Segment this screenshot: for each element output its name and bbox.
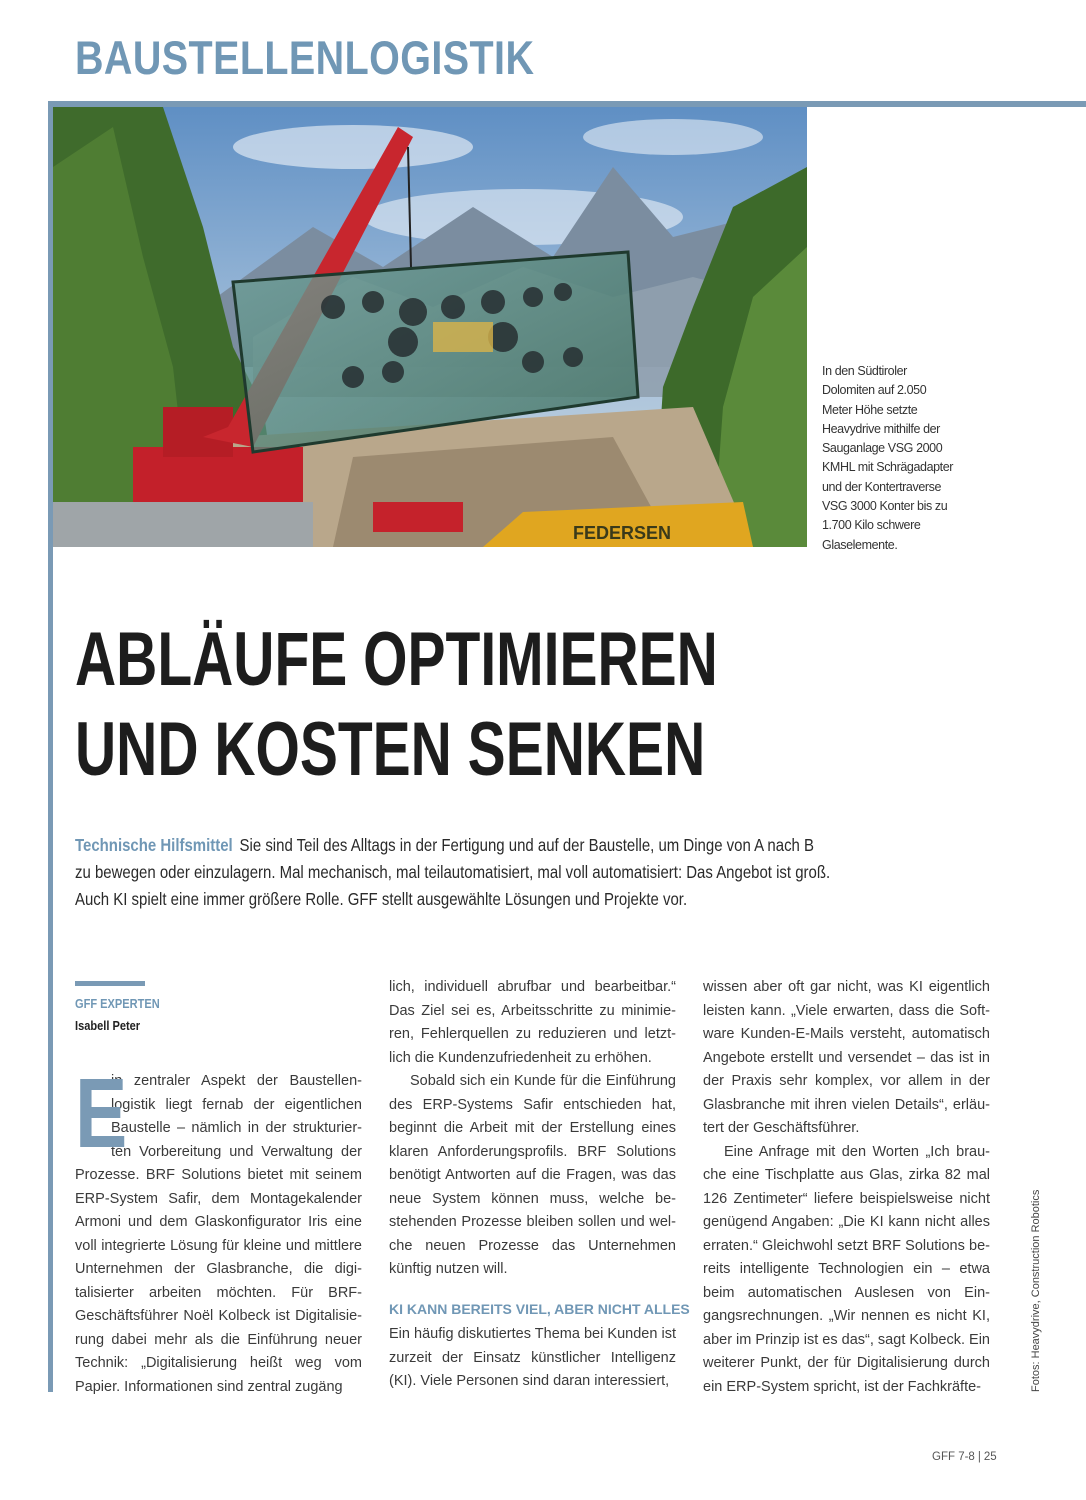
author-label: GFF EXPERTEN xyxy=(75,996,160,1011)
machine-label: FEDERSEN xyxy=(573,523,672,543)
lead-text-3: Auch KI spielt eine immer größere Rolle. GFF stellt ausgewählte Lösungen und Projekte vor. xyxy=(75,889,688,909)
photo-credit: Fotos: Heavydrive, Construction Robotics xyxy=(1030,1189,1042,1392)
body-paragraph: lich, individuell abrufbar und bearbeitbar.“ Das Ziel sei es, Arbeitsschritte zu minimieren, Fehlerquellen zu reduzieren und letztlich die Kundenzufriedenheit zu erhöhen. xyxy=(389,979,676,1066)
lead-text-2: zu bewegen oder einzulagern. Mal mechanisch, mal teilautomatisiert, mal voll automatisiert: Das Angebot ist groß. xyxy=(75,862,831,882)
issue-label: GFF 7-8 xyxy=(932,1451,975,1463)
page-footer: GFF 7-8 | 25 xyxy=(932,1451,997,1463)
lead-paragraph xyxy=(75,832,930,913)
headline xyxy=(75,615,718,795)
photo-caption: In den Südtiroler Dolomiten auf 2.050 Meter Höhe setzte Heavydrive mithilfe der Sauganlage VSG 2000 KMHL mit Schrägadapter und der Kontertraverse VSG 3000 Konter bis zu 1.700 Kilo schwere Glaselemente. xyxy=(822,364,954,552)
body-paragraph: Sobald sich ein Kunde für die Einführung des ERP-Systems Safir entschieden hat, beginnt die Arbeit mit der Erstellung eines klaren Anforderungsprofils. BRF Solutions benötigt Antworten auf die Fragen, was das neue System können muss, welche bestehenden Prozesse bleiben sollen und welche neuen Prozesse das Unternehmen künftig nutzen will. xyxy=(389,1073,676,1277)
body-column-1 xyxy=(75,1058,362,1399)
author-name: Isabell Peter xyxy=(75,1018,141,1033)
page-number: 25 xyxy=(983,1451,997,1463)
author-rule xyxy=(75,981,145,986)
lead-text-1: Sie sind Teil des Alltags in der Fertigung und auf der Baustelle, um Dinge von A nach B xyxy=(239,835,815,855)
section-title: BAUSTELLENLOGISTIK xyxy=(75,31,535,84)
body-paragraph: Ein häufig diskutiertes Thema bei Kunden ist zurzeit der Einsatz künstlicher Intelligenz (KI). Viele Personen sind daran interessiert, xyxy=(389,1326,676,1389)
subheading: KI KANN BEREITS VIEL, ABER NICHT ALLES xyxy=(389,1300,690,1317)
body-column-3 xyxy=(703,976,990,1399)
body-paragraph: wissen aber oft gar nicht, was KI eigentlich leisten kann. „Viele erwarten, dass die Software Kunden-E-Mails versteht, automatisch Angebote erstellt und versendet – das ist in der Praxis sehr komplex, vor allem in der Glasbranche mit ihren vielen Details“, erläutert der Geschäftsführer. xyxy=(703,979,990,1136)
lead-label: Technische Hilfsmittel xyxy=(75,835,233,855)
body-paragraph: Eine Anfrage mit den Worten „Ich brauche eine Tischplatte aus Glas, zirka 82 mal 126 Zentimeter“ liefere beispielsweise nicht genügend Angaben: „Die KI kann nicht alles erraten.“ Gleichwohl setzt BRF Solutions bereits intelligente Technologien ein – etwa beim automatischen Auslesen von Eingangsrechnungen. „Wir nennen es nicht KI, aber im Prinzip ist es das“, sagt Kolbeck. Ein weiterer Punkt, der für Digitalisierung durch ein ERP-System spricht, ist der Fachkräfte- xyxy=(703,1143,990,1395)
headline-line-1: ABLÄUFE OPTIMIEREN xyxy=(75,617,718,702)
headline-line-2: UND KOSTEN SENKEN xyxy=(75,707,706,792)
body-paragraph: in zentraler Aspekt der Baustellenlogistik liegt fernab der eigentlichen Baustelle – nämlich in der strukturierten Vorbereitung und Verwaltung der Prozesse. BRF Solutions bietet mit seinem ERP-System Safir, dem Montagekalender Armoni und dem Glaskonfigurator Iris eine voll integrierte Lösung für kleine und mittlere Unternehmen der Glasbranche, die digitalisierter arbeiten möchten. Für BRF-Geschäftsführer Noël Kolbeck ist Digitalisierung dabei mehr als die Einführung neuer Technik: „Digitalisierung heißt weg vom Papier. Informationen sind zentral zugäng xyxy=(75,1073,362,1395)
article-photo xyxy=(53,107,807,547)
drop-cap: E xyxy=(75,1058,128,1168)
body-column-2 xyxy=(389,976,690,1394)
